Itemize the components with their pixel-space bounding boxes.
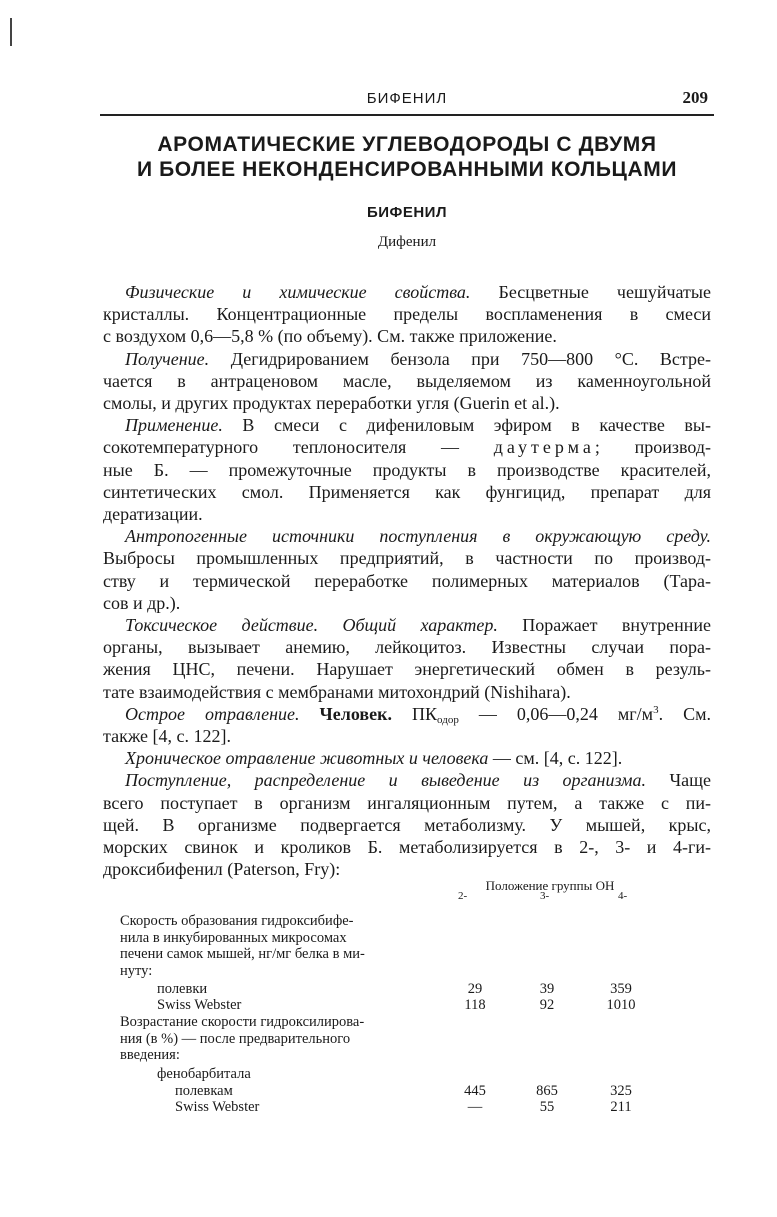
chapter-title-line-2: И БОЛЕЕ НЕКОНДЕНСИРОВАННЫМИ КОЛЬЦАМИ (136, 158, 678, 181)
heading-acute-poisoning: Острое отравление. (125, 703, 300, 724)
paragraph-properties: Физические и химические свойства. Бесцветные чешуйчатые кристаллы. Концентрационные пределы воспламенения в смеси с воздухом 0,6—5,8 % (по объему). См. также приложение. (103, 282, 711, 347)
heading-chronic-poisoning: Хроническое отравление животных и человека (125, 748, 489, 769)
synonym: Дифенил (377, 234, 437, 250)
paragraph-chronic-poisoning: Хроническое отравление животных и человека — см. [4, с. 122]. (125, 748, 623, 769)
paragraph-production: Получение. Дегидрированием бензола при 750—800 °С. Встре- чается в антраценовом масле, выделяемом из каменноугольной смолы, и других продуктах переработки угля (Guerin et al.). (103, 348, 711, 414)
section-label-2: Возрастание скорости гидроксилирова- ния (в %) — после предварительного введения: (120, 1014, 365, 1063)
paragraph-metabolism: Поступление, распределение и выведение из организма. Чаще всего поступает в организм ингаляционным путем, а также с пи- щей. В организме подвергается метаболизму. У мышей, крыс, морских свинок и кроликов Б. метаболизируется в 2-, 3- и 4-ги- дроксибифенил (Paterson, Fry): (103, 770, 711, 880)
article-body (103, 281, 711, 880)
column-header-2: 2- (458, 890, 468, 902)
paragraph-application: Применение. В смеси с дифениловым эфиром в качестве вы- сокотемпературного теплоносителя — даутерма; производ- ные Б. — промежуточные продукты в производстве красителей, синтетических смол. Применяется как фунгицид, препарат для дератизации. (103, 415, 711, 525)
paragraph-toxic-action: Токсическое действие. Общий характер. Поражает внутренние органы, вызывает анемию, лейкоцитоз. Известны случаи пора- жения ЦНС, печени. Нарушает энергетический обмен в резуль- тате взаимодействия с мембранами митохондрий (Nishihara). (103, 615, 711, 702)
subsection-label: фенобарбитала (157, 1066, 251, 1082)
heading-toxic-action: Токсическое действие. Общий характер. (125, 615, 498, 636)
paragraph-acute-poisoning: Острое отравление. Человек. $ПК_{одор}$ — 0,06—0,24 $мг/м^3$. См. также [4, с. 122]. (103, 703, 712, 747)
book-page: БИФЕНИЛ 209 АРОМАТИЧЕСКИЕ УГЛЕВОДОРОДЫ С ДВУМЯ И БОЛЕЕ НЕКОНДЕНСИРОВАННЫМИ КОЛЬЦАМИ БИФЕНИЛ Дифенил Физические и химические свойства. Бесцветные чешуйчатые кристаллы. Концентрационные пределы воспламенения в смеси с воздухом 0,6—5,8 % (по объему). См. также приложение. Получение. Дегидрированием бензола при 750—800 °С. Встре- чается в антраценовом масле, выделяемом из каменноугольной смолы, и других продуктах переработки угля (Guerin et al.). Применение. В смеси с дифениловым эфиром в качестве вы- сокотемпературного теплоносителя — даутерма; производ- ные Б. — промежуточные продукты в производстве красителей, синтетических смол. Применяется как фунгицид, препарат для дератизации. Антропогенные источники поступления в окружающую среду. Выбросы промышленных предприятий, в частности по производ- ству и термической переработке полимерных материалов (Тара- сов и др.). Токсическое действие. Общий характер. Поражает внутренние органы, вызывает анемию, лейкоцитоз. Известны случаи пора- жения ЦНС, печени. Нарушает энергетический обмен в резуль- тате взаимодействия с мембранами митохондрий (Nishihara). Острое отравление. Человек. $ПК_{одор}$ — 0,06—0,24 $мг/м^3$. См. также [4, с. 122]. Хроническое отравление животных и человека — см. [4, с. 122]. Поступление, распределение и выведение из организма. Чаще всего поступает в организм ингаляционным путем, а также с пи- щей. В организме подвергается метаболизму. У мышей, крыс, морских свинок и кроликов Б. метаболизируется в 2-, 3- и 4-ги- дроксибифенил (Paterson, Fry): Положение группы ОН 2- 3- 4- Скорость образования гидроксибифе- нила в инкубированных микросомах печени самок мышей, нг/мг белка в ми- нуту: полевки 29 39 359 Swiss Webster 118 92 1010 Возрастание скорости гидроксилирова- ния (в %) — после предварительного введения: фенобарбитала полевкам 445 865 325 Swiss Webster — 55 211 (0, 0, 777, 1217)
spaced-term: даутерма (493, 437, 595, 458)
column-header-3: 3- (540, 890, 550, 902)
heading-metabolism: Поступление, распределение и выведение из организма. (125, 770, 647, 791)
scan-edge-mark (10, 18, 12, 46)
running-title: БИФЕНИЛ (366, 90, 448, 107)
chapter-title (100, 132, 714, 182)
paragraph-sources: Антропогенные источники поступления в окружающую среду. Выбросы промышленных предприятий, в частности по производ- ству и термической переработке полимерных материалов (Тара- сов и др.). (103, 526, 711, 613)
subject-human: Человек. (299, 703, 392, 724)
section-title: БИФЕНИЛ (366, 204, 447, 221)
running-header (100, 88, 714, 112)
heading-properties: Физические и химические свойства. (125, 282, 471, 302)
header-rule (100, 114, 714, 116)
heading-production: Получение. (125, 348, 210, 369)
heading-application: Применение. (125, 415, 223, 436)
column-header-4: 4- (618, 890, 628, 902)
chapter-title-line-1: АРОМАТИЧЕСКИЕ УГЛЕВОДОРОДЫ С ДВУМЯ (157, 133, 657, 156)
column-group-header: Положение группы ОН (485, 878, 615, 893)
section-label-1: Скорость образования гидроксибифе- нила в инкубированных микросомах печени самок мышей, нг/мг белка в ми- нуту: (120, 913, 365, 979)
page-number: 209 (682, 88, 708, 107)
heading-sources: Антропогенные источники поступления в окружающую среду. (125, 526, 711, 547)
